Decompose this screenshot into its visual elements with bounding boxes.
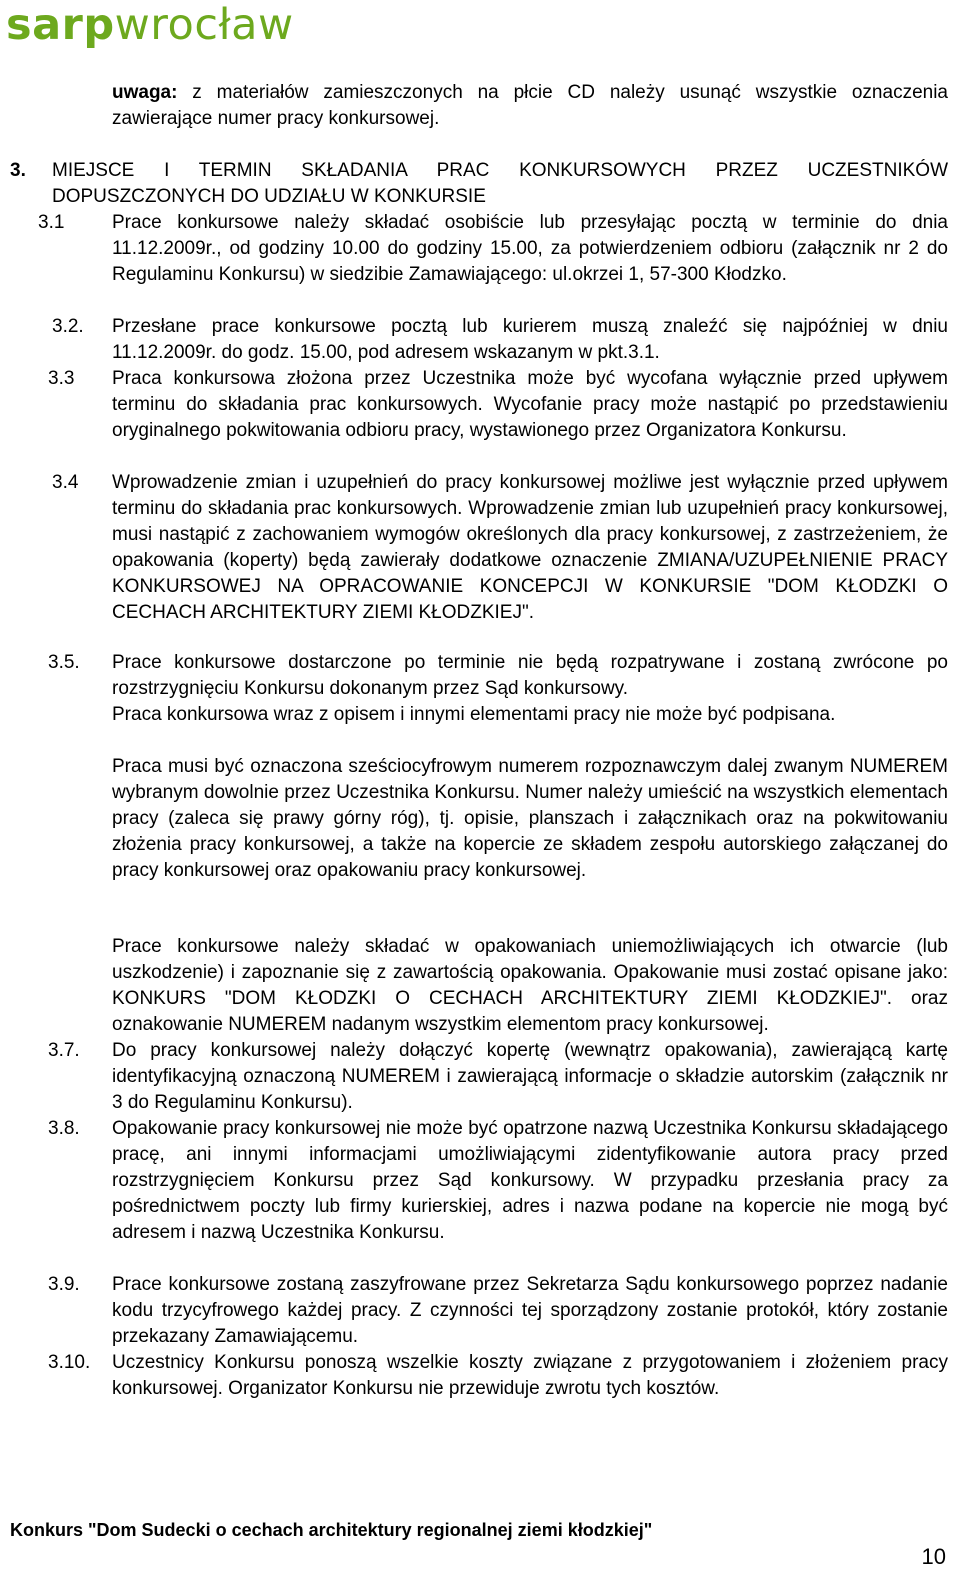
item-number: 3.1 <box>38 212 65 233</box>
section-number: 3. <box>10 160 26 181</box>
item-text: Wprowadzenie zmian i uzupełnień do pracy konkursowej możliwe jest wyłącznie przed upływem terminu do składania prac konkursowych. Wprowadzenie zmian lub uzupełnień pracy konkursowej, musi nastąpić z zachowaniem wymogów określonych dla pracy konkursowej, z zastrzeżeniem, że opakowania (koperty) będą zawierały dodatkowe oznaczenie ZMIANA/UZUPEŁNIENIE PRACY KONKURSOWEJ NA OPRACOWANIE KONCEPCJI W KONKURSIE "DOM KŁODZKI O CECHACH ARCHITEKTURY ZIEMI KŁODZKIEJ". <box>112 472 948 623</box>
item-number: 3.5. <box>48 652 80 673</box>
sarp-wroclaw-logo: sarpwrocław <box>6 0 294 50</box>
item-number: 3.8. <box>48 1118 80 1139</box>
item-text: Praca konkursowa złożona przez Uczestnika może być wycofana wyłącznie przed upływem terminu do składania prac konkursowych. Wycofanie pracy może nastąpić po przedstawieniu oryginalnego pokwitowania odbioru pracy, wystawionego przez Organizatora Konkursu. <box>112 368 948 441</box>
section-heading: MIEJSCE I TERMIN SKŁADANIA PRAC KONKURSOWYCH PRZEZ UCZESTNIKÓW DOPUSZCZONYCH DO UDZIAŁU W KONKURSIE <box>52 160 948 207</box>
item-text: Prace konkursowe należy składać osobiście lub przesyłając pocztą w terminie do dnia 11.12.2009r., od godziny 10.00 do godziny 15.00, za potwierdzeniem odbioru (załącznik nr 2 do Regulaminu Konkursu) w siedzibie Zamawiającego: ul.okrzei 1, 57-300 Kłodzko. <box>112 212 948 285</box>
item-text: Uczestnicy Konkursu ponoszą wszelkie koszty związane z przygotowaniem i złożeniem pracy konkursowej. Organizator Konkursu nie przewiduje zwrotu tych kosztów. <box>112 1352 948 1399</box>
item-number: 3.9. <box>48 1274 80 1295</box>
item-text: Opakowanie pracy konkursowej nie może być opatrzone nazwą Uczestnika Konkursu składającego pracę, ani innymi informacjami umożliwiającymi zidentyfikowanie autora pracy przed rozstrzygnięciem Konkursu przez Sąd konkursowy. W przypadku przesłania pracy za pośrednictwem poczty lub firmy kurierskiej, adres i nazwa podane na kopercie nie mogą być adresem i nazwą Uczestnika Konkursu. <box>112 1118 948 1243</box>
page-number: 10 <box>921 1544 946 1569</box>
item-number: 3.10. <box>48 1352 91 1373</box>
footer-title: Konkurs "Dom Sudecki o cechach architektury regionalnej ziemi kłodzkiej" <box>10 1520 653 1540</box>
item-number: 3.2. <box>52 316 84 337</box>
item-text: Prace konkursowe należy składać w opakowaniach uniemożliwiających ich otwarcie (lub uszkodzenie) i zapoznanie się z zawartością opakowania. Opakowanie musi zostać opisane jako: KONKURS "DOM KŁODZKI O CECHACH ARCHITEKTURY ZIEMI KŁODZKIEJ". oraz oznakowanie NUMEREM nadanym wszystkim elementom pracy konkursowej. <box>112 936 948 1035</box>
note-text: z materiałów zamieszczonych na płcie CD należy usunąć wszystkie oznaczenia zawierające numer pracy konkursowej. <box>112 82 948 129</box>
note-label: uwaga: <box>112 82 178 103</box>
item-text: Przesłane prace konkursowe pocztą lub kurierem muszą znaleźć się najpóźniej w dniu 11.12.2009r. do godz. 15.00, pod adresem wskazanym w pkt.3.1. <box>112 316 948 363</box>
item-number: 3.4 <box>52 472 79 493</box>
item-text: Prace konkursowe zostaną zaszyfrowane przez Sekretarza Sądu konkursowego poprzez nadanie kodu trzycyfrowego każdej pracy. Z czynności tej sporządzony zostanie protokół, który zostanie przekazany Zamawiającemu. <box>112 1274 948 1347</box>
item-number: 3.3 <box>48 368 75 389</box>
note-paragraph <box>112 80 948 132</box>
item-text: Do pracy konkursowej należy dołączyć kopertę (wewnątrz opakowania), zawierającą kartę identyfikacyjną oznaczoną NUMEREM i zawierającą informacje o składzie autorskim (załącznik nr 3 do Regulaminu Konkursu). <box>112 1040 948 1113</box>
item-number: 3.7. <box>48 1040 80 1061</box>
item-text: Praca konkursowa wraz z opisem i innymi elementami pracy nie może być podpisana. <box>112 704 836 725</box>
item-text: Prace konkursowe dostarczone po terminie nie będą rozpatrywane i zostaną zwrócone po rozstrzygnięciu Konkursu dokonanym przez Sąd konkursowy. <box>112 652 948 699</box>
item-text: Praca musi być oznaczona sześciocyfrowym numerem rozpoznawczym dalej zwanym NUMEREM wybranym dowolnie przez Uczestnika Konkursu. Numer należy umieścić na wszystkich elementach pracy (zaleca się prawy górny róg), tj. opisie, planszach i załącznikach oraz na pokwitowaniu złożenia pracy konkursowej, a także na kopercie ze składem zespołu autorskiego załączanej do pracy konkursowej oraz opakowaniu pracy konkursowej. <box>112 756 948 881</box>
